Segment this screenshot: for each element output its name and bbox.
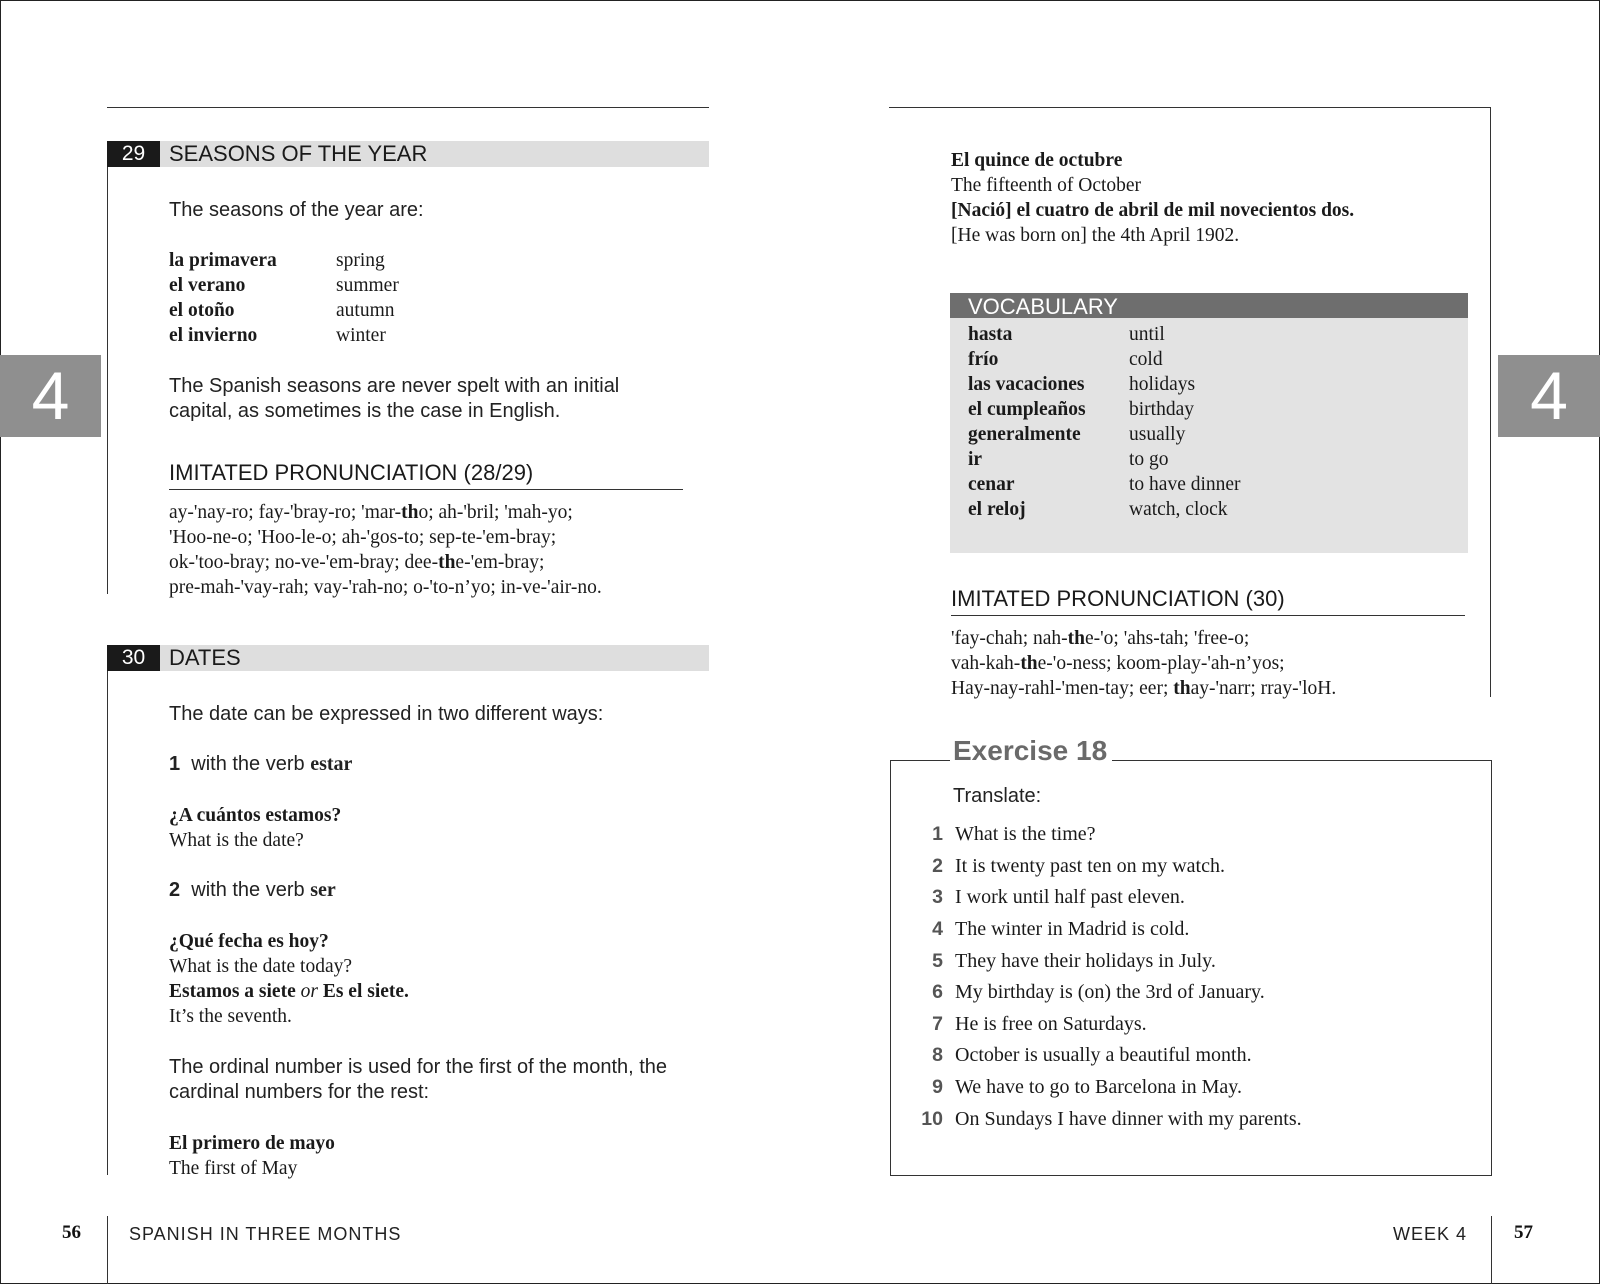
section-number: 29 (107, 141, 160, 167)
running-title-right: WEEK 4 (1393, 1224, 1468, 1244)
exercise-number: 9 (932, 1076, 943, 1099)
vocabulary-row (968, 447, 1468, 472)
way-text: with the verb (191, 879, 311, 901)
exercise-item (905, 882, 1302, 914)
english-translation: [He was born on] the 4th April 1902. (951, 225, 1240, 246)
english-translation: The first of May (169, 1158, 298, 1179)
exercise-text: October is usually a beautiful month. (955, 1044, 1252, 1067)
exercise-text: The winter in Madrid is cold. (955, 918, 1190, 941)
running-title-left: SPANISH IN THREE MONTHS (129, 1224, 402, 1244)
vocabulary-row (968, 422, 1468, 447)
section-30-header (107, 645, 709, 671)
exercise-number: 6 (932, 981, 943, 1004)
footer-divider-left (107, 1216, 108, 1284)
note-line: capital, as sometimes is the case in English. (169, 400, 561, 422)
exercise-instruction: Translate: (953, 785, 1042, 807)
exercise-number: 3 (932, 886, 943, 909)
exercise-text: It is twenty past ten on my watch. (955, 854, 1225, 877)
exercise-item (905, 977, 1302, 1009)
exercise-item (905, 945, 1302, 977)
spanish-term: la primavera (169, 250, 277, 271)
english-term: usually (1129, 424, 1186, 445)
section-title: SEASONS OF THE YEAR (169, 141, 428, 166)
top-rule-right (889, 107, 1491, 108)
exercise-text: My birthday is (on) the 3rd of January. (955, 981, 1265, 1004)
example-3 (169, 1131, 335, 1181)
note-line: The Spanish seasons are never spelt with an initial (169, 375, 620, 397)
english-term: to have dinner (1129, 474, 1241, 495)
way-number: 2 (169, 879, 181, 901)
seasons-row (169, 298, 399, 323)
pronunciation-heading-right: IMITATED PRONUNCIATION (30) (951, 585, 1465, 616)
spanish-term: ir (968, 449, 983, 470)
section-29-header (107, 141, 709, 167)
spanish-term: el invierno (169, 325, 258, 346)
spanish-example: El quince de octubre (951, 150, 1123, 171)
english-translation: What is the date? (169, 830, 304, 851)
way-verb: ser (310, 879, 336, 901)
exercise-number: 7 (932, 1012, 943, 1035)
exercise-text: They have their holidays in July. (955, 949, 1216, 972)
exercise-title: Exercise 18 (950, 735, 1112, 767)
exercise-text: We have to go to Barcelona in May. (955, 1076, 1243, 1099)
spanish-term: cenar (968, 474, 1015, 495)
exercise-item (905, 914, 1302, 946)
exercise-number: 4 (932, 918, 943, 941)
spanish-example: ¿A cuántos estamos? (169, 805, 342, 826)
spanish-term: el reloj (968, 499, 1026, 520)
english-translation: The fifteenth of October (951, 175, 1142, 196)
vocabulary-row (968, 397, 1468, 422)
page-number-right: 57 (1514, 1222, 1533, 1243)
spanish-term: frío (968, 349, 999, 370)
vocabulary-list (950, 318, 1468, 522)
seasons-row (169, 323, 399, 348)
section-title: DATES (169, 645, 241, 670)
english-translation: What is the date today? (169, 956, 353, 977)
exercise-box (890, 760, 1492, 1176)
example-1 (169, 803, 341, 853)
exercise-number: 8 (932, 1044, 943, 1067)
exercise-text: On Sundays I have dinner with my parents. (955, 1107, 1302, 1130)
english-term: watch, clock (1129, 499, 1228, 520)
vocabulary-heading: VOCABULARY (950, 293, 1468, 318)
exercise-item (905, 1103, 1302, 1135)
pronunciation-line: 'fay-chah; nah-the-'o; 'ahs-tah; 'free-o; (951, 628, 1250, 649)
exercise-number: 10 (921, 1107, 943, 1130)
exercise-item (905, 1072, 1302, 1104)
exercise-list (905, 819, 1302, 1135)
dates-examples-continued (951, 148, 1354, 248)
page-number-left: 56 (62, 1222, 81, 1243)
seasons-row (169, 273, 399, 298)
english-term: birthday (1129, 399, 1194, 420)
english-term: summer (336, 275, 399, 296)
english-term: until (1129, 324, 1165, 345)
way-1 (169, 752, 352, 777)
way-text: with the verb (191, 753, 311, 775)
margin-rule-left-1 (107, 141, 108, 594)
pronunciation-line: 'Hoo-ne-o; 'Hoo-le-o; ah-'gos-to; sep-te-'em-bray; (169, 527, 557, 548)
vocabulary-row (968, 472, 1468, 497)
seasons-table (169, 248, 399, 348)
pronunciation-line: ok-'too-bray; no-ve-'em-bray; dee-the-'em-bray; (169, 552, 545, 573)
pronunciation-line: vah-kah-the-'o-ness; koom-play-'ah-n’yos; (951, 653, 1285, 674)
seasons-row (169, 248, 399, 273)
spanish-example: ¿Qué fecha es hoy? (169, 931, 329, 952)
exercise-item (905, 851, 1302, 883)
exercise-item (905, 819, 1302, 851)
vocabulary-box (950, 293, 1468, 553)
way-verb: estar (310, 753, 353, 775)
note-line: The ordinal number is used for the first of the month, the (169, 1056, 668, 1078)
pronunciation-line: ay-'nay-ro; fay-'bray-ro; 'mar-tho; ah-'bril; 'mah-yo; (169, 502, 573, 523)
english-translation: It’s the seventh. (169, 1006, 292, 1027)
english-term: spring (336, 250, 385, 271)
spanish-term: el cumpleaños (968, 399, 1086, 420)
english-term: autumn (336, 300, 395, 321)
spanish-example: [Nació] el cuatro de abril de mil novecientos dos. (951, 200, 1355, 221)
spanish-example: El primero de mayo (169, 1133, 335, 1154)
dates-intro: The date can be expressed in two different ways: (169, 703, 604, 725)
spanish-term: generalmente (968, 424, 1081, 445)
pronunciation-text-left (169, 500, 602, 600)
english-term: cold (1129, 349, 1163, 370)
section-number: 30 (107, 645, 160, 671)
spanish-term: el verano (169, 275, 246, 296)
spanish-answer: Estamos a siete or Es el siete. (169, 981, 409, 1002)
exercise-text: He is free on Saturdays. (955, 1012, 1147, 1035)
spanish-term: el otoño (169, 300, 235, 321)
chapter-tab-left: 4 (0, 355, 101, 437)
margin-rule-right (1490, 107, 1491, 697)
margin-rule-left-2 (107, 645, 108, 1175)
way-2 (169, 878, 336, 903)
exercise-text: What is the time? (955, 823, 1096, 846)
exercise-item (905, 1040, 1302, 1072)
exercise-number: 1 (932, 823, 943, 846)
vocabulary-row (968, 372, 1468, 397)
english-term: winter (336, 325, 386, 346)
exercise-item (905, 1009, 1302, 1041)
ordinal-note (169, 1055, 667, 1105)
seasons-note (169, 374, 619, 424)
english-term: to go (1129, 449, 1169, 470)
footer-divider-right (1491, 1216, 1492, 1284)
spanish-term: hasta (968, 324, 1013, 345)
note-line: cardinal numbers for the rest: (169, 1081, 430, 1103)
exercise-text: I work until half past eleven. (955, 886, 1185, 909)
vocabulary-row (968, 497, 1468, 522)
spanish-term: las vacaciones (968, 374, 1085, 395)
exercise-number: 5 (932, 949, 943, 972)
vocabulary-row (968, 347, 1468, 372)
way-number: 1 (169, 753, 181, 775)
vocabulary-row (968, 322, 1468, 347)
pronunciation-line: pre-mah-'vay-rah; vay-'rah-no; o-'to-n’yo; in-ve-'air-no. (169, 577, 602, 598)
exercise-number: 2 (932, 854, 943, 877)
top-rule-left (107, 107, 709, 108)
english-term: holidays (1129, 374, 1196, 395)
seasons-intro: The seasons of the year are: (169, 199, 424, 221)
example-2 (169, 929, 409, 1029)
pronunciation-text-right (951, 626, 1336, 701)
pronunciation-line: Hay-nay-rahl-'men-tay; eer; thay-'narr; rray-'loH. (951, 678, 1337, 699)
pronunciation-heading-left: IMITATED PRONUNCIATION (28/29) (169, 459, 683, 490)
chapter-tab-right: 4 (1498, 355, 1600, 437)
